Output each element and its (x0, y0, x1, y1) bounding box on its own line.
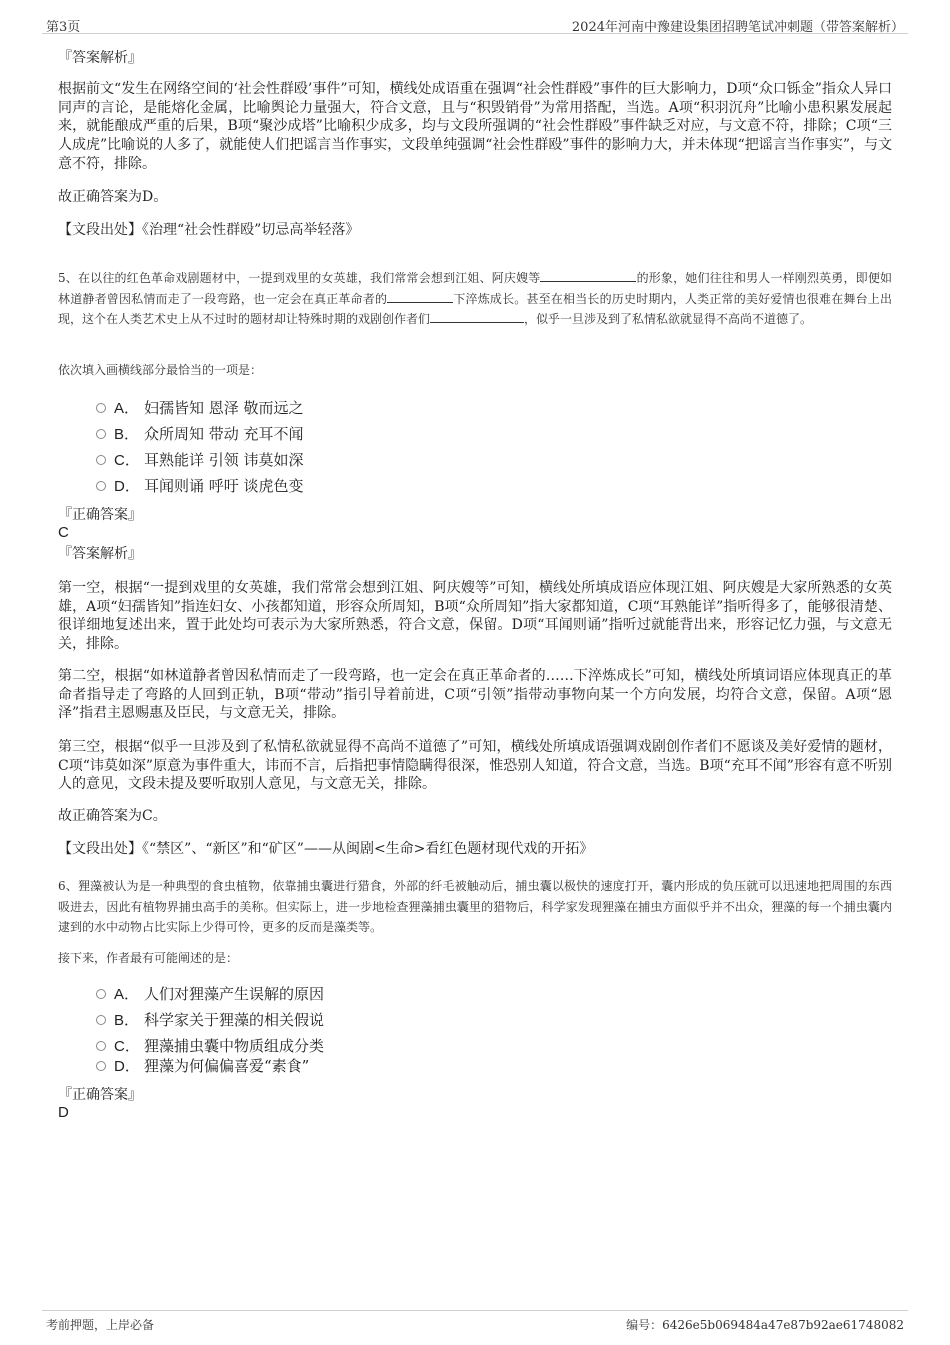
radio-icon[interactable] (96, 403, 106, 413)
q5-answer: C (58, 524, 69, 541)
q4-conclusion: 故正确答案为D。 (58, 189, 168, 205)
q5-prompt: 依次填入画横线部分最恰当的一项是： (58, 363, 263, 377)
q5-option-b[interactable] (96, 423, 304, 445)
radio-icon[interactable] (96, 1015, 106, 1025)
document-id: 编号：6426e5b069484a47e87b92ae61748082 (626, 1318, 904, 1332)
radio-icon[interactable] (96, 1061, 106, 1071)
page-header (42, 14, 908, 34)
q4-analysis-label: 『答案解析』 (58, 50, 142, 66)
option-text: 众所周知 带动 充耳不闻 (144, 425, 304, 443)
q6-stem: 6、狸藻被认为是一种典型的食虫植物，依靠捕虫囊进行猎食，外部的纤毛被触动后，捕虫囊以极快的速度打开，囊内形成的负压就可以迅速地把周围的东西吸进去，因此有植物界捕虫高手的美称。但实际上，进一步地检查狸藻捕虫囊里的猎物后，科学家发现狸藻在捕虫方面似乎并不出众，狸藻的每一个捕虫囊内逮到的水中动物占比实际上少得可怜，更多的反而是藻类等。 (58, 879, 892, 934)
radio-icon[interactable] (96, 429, 106, 439)
option-letter: B． (114, 426, 140, 443)
q6-answer-label: 『正确答案』 (58, 1087, 142, 1103)
q6-prompt: 接下来，作者最有可能阐述的是： (58, 951, 239, 965)
radio-icon[interactable] (96, 1041, 106, 1051)
option-text: 耳熟能详 引领 讳莫如深 (144, 451, 304, 469)
page-footer (42, 1310, 908, 1332)
radio-icon[interactable] (96, 989, 106, 999)
option-text: 狸藻为何偏偏喜爱“素食” (144, 1057, 310, 1075)
q6-answer: D (58, 1104, 69, 1121)
q5-stem-part1: 5、在以往的红色革命戏剧题材中，一提到戏里的女英雄，我们常常会想到江姐、阿庆嫂等 (58, 271, 541, 285)
option-letter: A． (114, 400, 140, 417)
document-title: 2024年河南中豫建设集团招聘笔试冲刺题（带答案解析） (571, 20, 904, 35)
radio-icon[interactable] (96, 481, 106, 491)
q5-analysis-p2: 第二空，根据“如林道静者曾因私情而走了一段弯路，也一定会在真正革命者的……下淬炼成长”可知，横线处所填词语应体现真正的革命者指导走了弯路的人回到正轨，B项“带动”指引导着前进，C项“引领”指带动事物向某一个方向发展，均符合文意，保留。A项“恩泽”指君主恩赐惠及臣民，与文意无关，排除。 (58, 668, 892, 722)
q6-option-d[interactable] (96, 1055, 309, 1077)
option-text: 妇孺皆知 恩泽 敬而远之 (144, 399, 304, 417)
option-text: 人们对狸藻产生误解的原因 (144, 985, 325, 1003)
q5-option-d[interactable] (96, 475, 304, 497)
q5-stem-part2: 的形象，她们往往和男人一样刚烈英勇，即便如林道静者曾因私情而走了一段弯路，也一定会在真正革命者的 (58, 271, 892, 306)
blank-2 (387, 291, 453, 303)
footer-slogan: 考前押题，上岸必备 (46, 1318, 155, 1332)
q5-source: 【文段出处】《“禁区”、“新区”和“矿区”——从闽剧<生命>看红色题材现代戏的开拓》 (58, 841, 594, 857)
option-letter: B． (114, 1012, 140, 1029)
q5-analysis-p1: 第一空，根据“一提到戏里的女英雄，我们常常会想到江姐、阿庆嫂等”可知，横线处所填成语应体现江姐、阿庆嫂是大家所熟悉的女英雄，A项“妇孺皆知”指连妇女、小孩都知道，形容众所周知，B项“众所周知”指大家都知道，C项“耳熟能详”指听得多了，能够很清楚、很详细地复述出来，置于此处均可表示为大家所熟悉，符合文意，保留。D项“耳闻则诵”指听过就能背出来，形容记忆力强，与文意无关，排除。 (58, 580, 892, 653)
blank-1 (540, 270, 636, 282)
q4-source: 【文段出处】《治理“社会性群殴”切忌高举轻落》 (58, 222, 360, 238)
option-letter: C． (114, 452, 140, 469)
q5-answer-label: 『正确答案』 (58, 507, 142, 523)
option-text: 狸藻捕虫囊中物质组成分类 (144, 1037, 325, 1055)
q5-analysis-p3: 第三空，根据“似乎一旦涉及到了私情私欲就显得不高尚不道德了”可知，横线处所填成语强调戏剧创作者们不愿谈及美好爱情的题材，C项“讳莫如深”原意为事件重大，讳而不言，后指把事情隐瞒得很深，惟恐别人知道，符合文意，当选。B项“充耳不闻”形容有意不听别人的意见，文段未提及要听取别人意见，与文意无关，排除。 (58, 739, 892, 793)
page-number: 第3页 (46, 20, 81, 35)
q4-analysis: 根据前文“发生在网络空间的‘社会性群殴’事件”可知，横线处成语重在强调“社会性群殴”事件的巨大影响力，D项“众口铄金”指众人异口同声的言论，是能熔化金属，比喻舆论力量强大，符合文意，且与“积毁销骨”为常用搭配，当选。A项“积羽沉舟”比喻小患积累发展起来，就能酿成严重的后果，B项“聚沙成塔”比喻积少成多，均与文段所强调的“社会性群殴”事件缺乏对应，与文意不符，排除；C项“三人成虎”比喻说的人多了，就能使人们把谣言当作事实，文段单纯强调“社会性群殴”事件的影响力大，并未体现“把谣言当作事实”，与文意不符，排除。 (58, 81, 892, 172)
radio-icon[interactable] (96, 455, 106, 465)
option-text: 耳闻则诵 呼吁 谈虎色变 (144, 477, 304, 495)
option-letter: D． (114, 1058, 140, 1075)
q5-stem-part4: ，似乎一旦涉及到了私情私欲就显得不高尚不道德了。 (524, 312, 813, 326)
q5-analysis-label: 『答案解析』 (58, 546, 142, 562)
option-letter: C． (114, 1038, 140, 1055)
q5-option-c[interactable] (96, 449, 304, 471)
q6-option-c[interactable] (96, 1035, 324, 1057)
blank-3 (430, 311, 524, 323)
q5-conclusion: 故正确答案为C。 (58, 808, 167, 824)
q6-option-a[interactable] (96, 983, 324, 1005)
option-text: 科学家关于狸藻的相关假说 (144, 1011, 325, 1029)
q6-option-b[interactable] (96, 1009, 324, 1031)
option-letter: A． (114, 986, 140, 1003)
q5-stem-part3: 下淬炼成长。甚至在相当长的历史时期内，人类正常的美好爱情也很难在舞台上出现，这个在人类艺术史上从不过时的题材却让特殊时期的戏剧创作者们 (58, 291, 892, 326)
q5-stem (58, 268, 892, 330)
option-letter: D． (114, 478, 140, 495)
q5-option-a[interactable] (96, 397, 304, 419)
